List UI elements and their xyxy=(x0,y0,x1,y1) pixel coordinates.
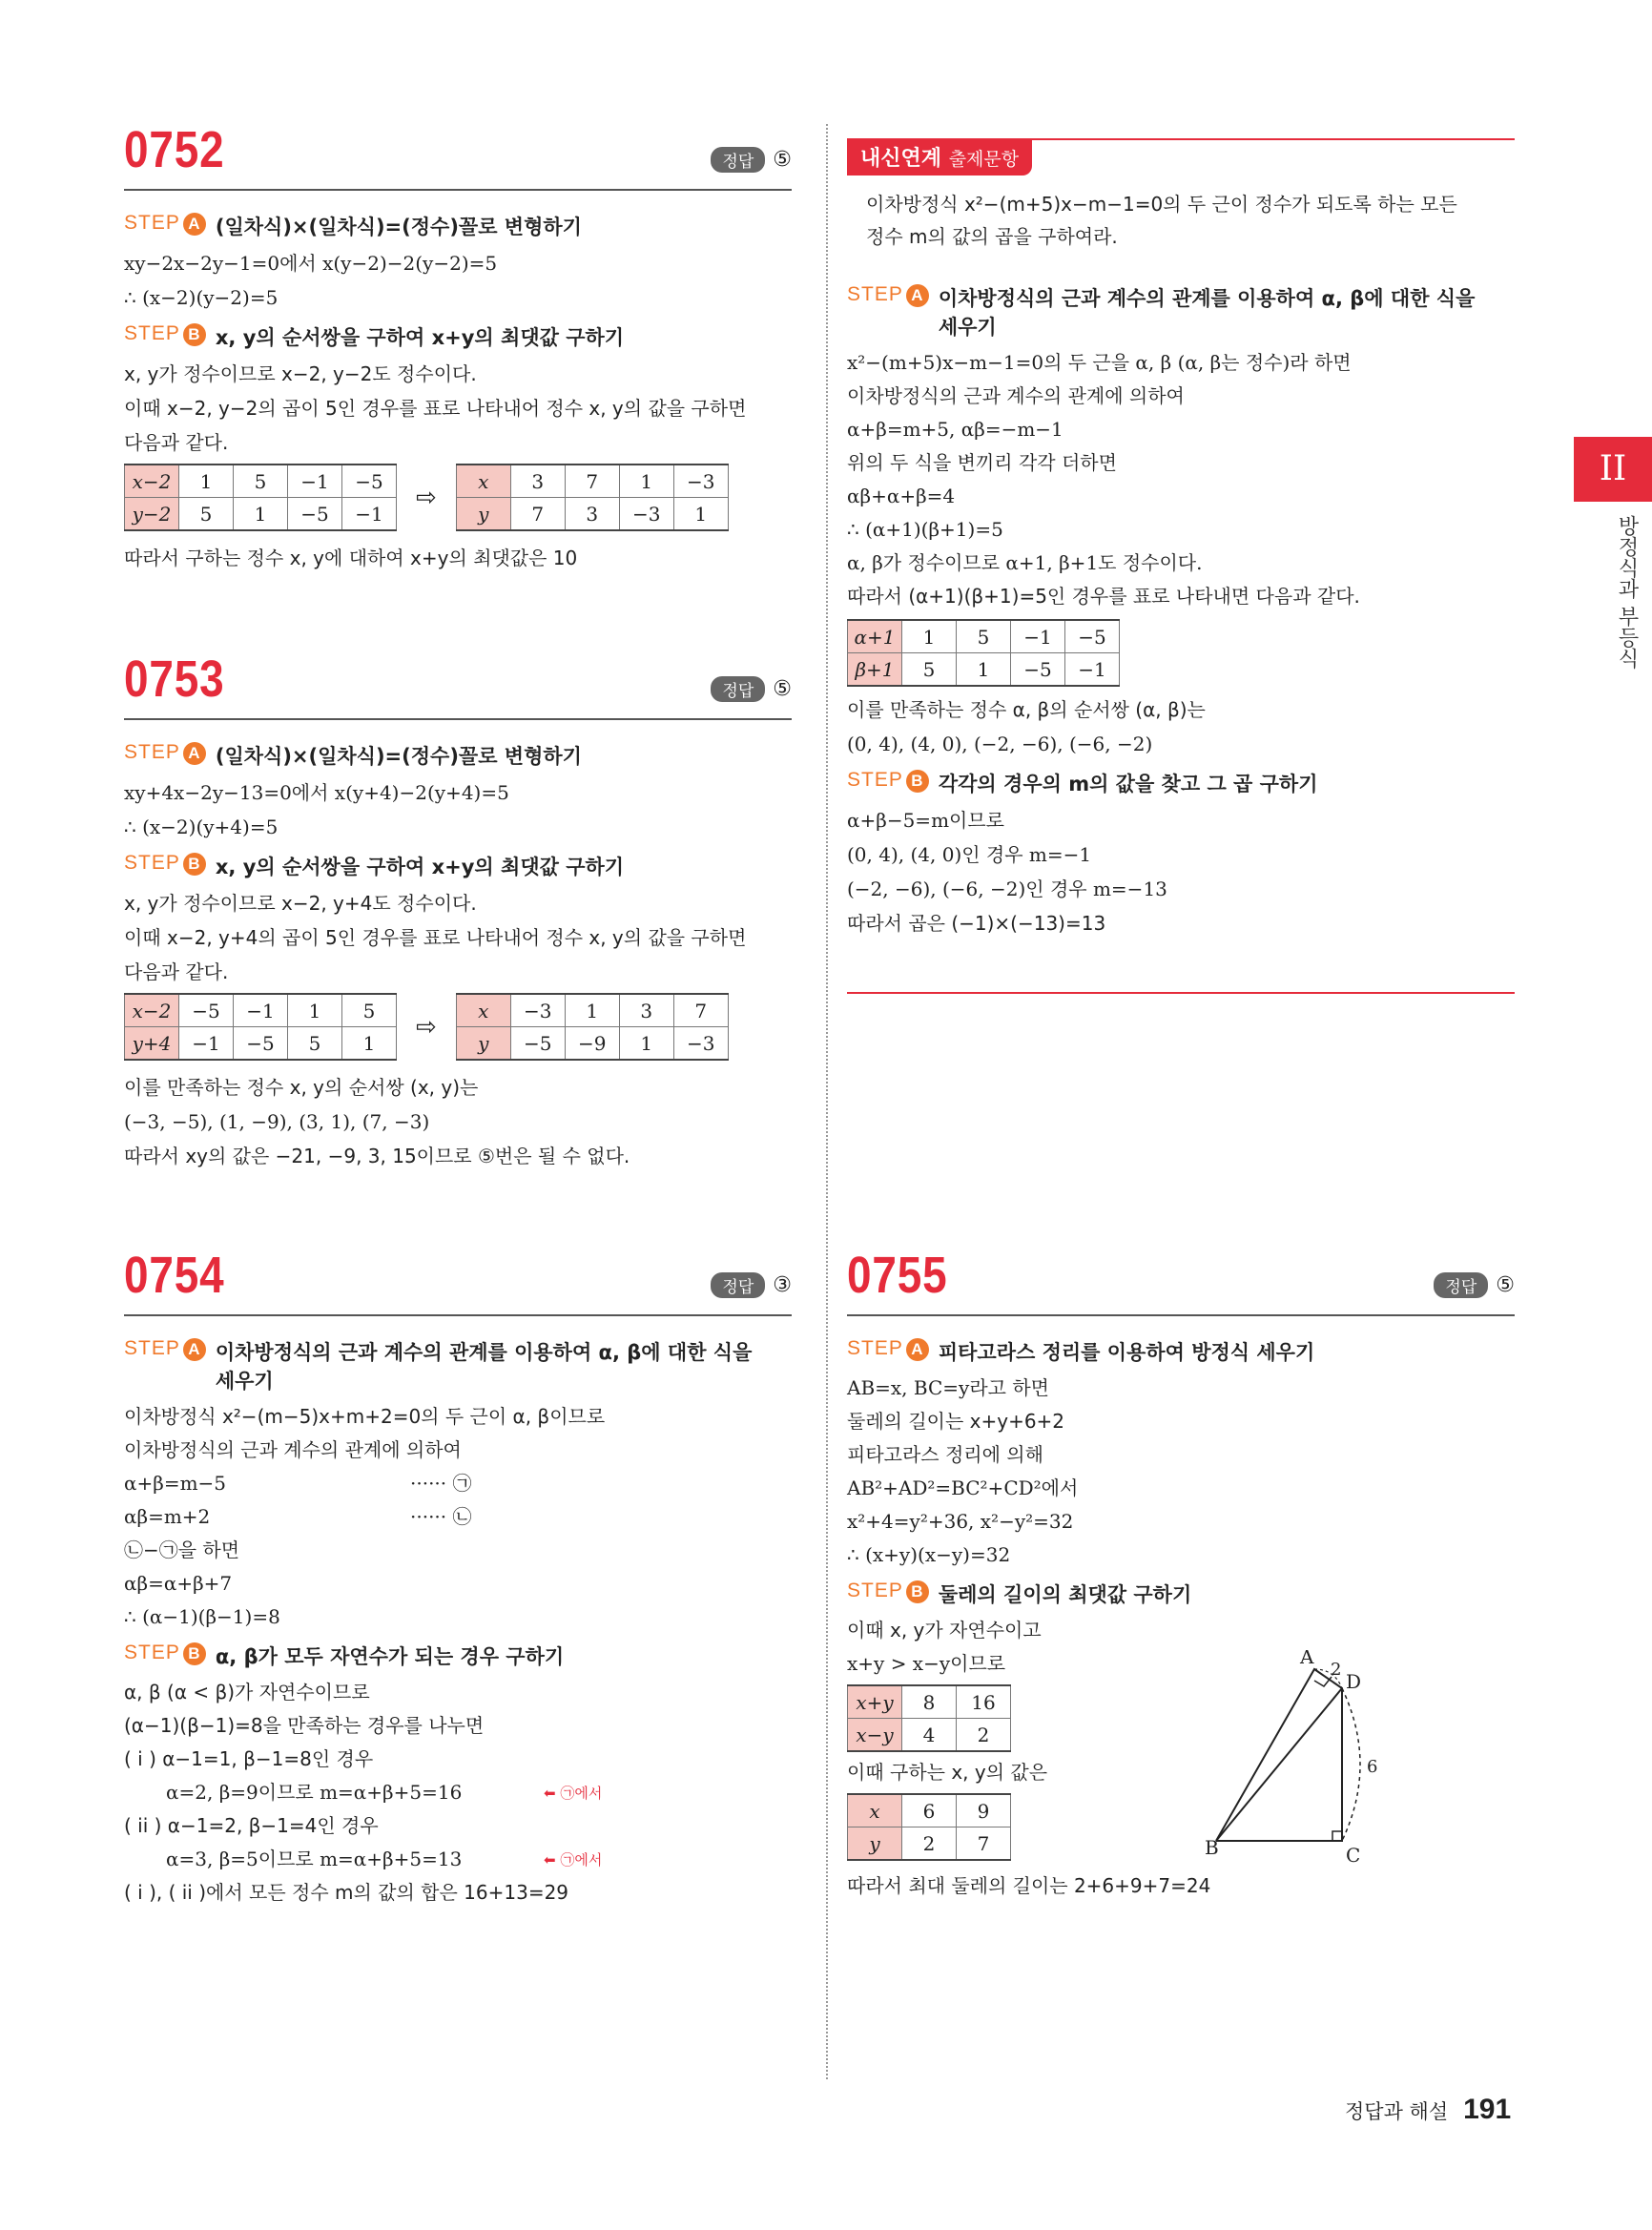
solution-line: 다음과 같다. xyxy=(124,431,229,454)
solution-line: xy−2x−2y−1=0에서 x(y−2)−2(y−2)=5 xyxy=(124,252,498,275)
arrow-icon: ⇨ xyxy=(416,483,437,512)
solution-line: αβ+α+β=4 xyxy=(847,485,956,507)
solution-line: 이때 x−2, y−2의 곱이 5인 경우를 표로 나타내어 정수 x, y의 값을 구하면 xyxy=(124,397,747,420)
solution-line: 피타고라스 정리에 의해 xyxy=(847,1443,1043,1466)
arc-cd xyxy=(1342,1688,1360,1841)
value-table: x 6 9 y 2 7 xyxy=(847,1793,1011,1861)
quadrilateral-figure xyxy=(1205,1650,1453,1879)
step-title: α, β가 모두 자연수가 되는 경우 구하기 xyxy=(215,1645,565,1668)
solution-line: α+β−5=m이므로 xyxy=(847,809,1004,832)
label-d: D xyxy=(1346,1670,1362,1693)
value-table: x 3 7 1 −3 y 7 3 −3 1 xyxy=(456,464,729,531)
conclusion: 따라서 최대 둘레의 길이는 2+6+9+7=24 xyxy=(847,1874,1211,1897)
step-tag: STEP A xyxy=(847,1337,929,1361)
step-tag: STEP A xyxy=(124,212,206,236)
step-tag: STEP B xyxy=(124,322,206,346)
answer-box xyxy=(711,676,792,702)
solution-line: AB²+AD²=BC²+CD²에서 xyxy=(847,1476,1079,1499)
equation-ref: ······ ㉡ xyxy=(410,1505,472,1528)
solution-line: 이차방정식 x²−(m−5)x+m+2=0의 두 근이 α, β이므로 xyxy=(124,1405,606,1428)
column-divider xyxy=(826,124,828,2079)
solution-line: ( i ) α−1=1, β−1=8인 경우 xyxy=(124,1747,374,1770)
solution-line: (α−1)(β−1)=8을 만족하는 경우를 나누면 xyxy=(124,1714,485,1737)
solution-line: αβ=α+β+7 xyxy=(124,1572,233,1595)
step-b xyxy=(847,1580,1515,1608)
step-title: 이차방정식의 근과 계수의 관계를 이용하여 α, β에 대한 식을 세우기 xyxy=(215,1341,753,1393)
conclusion: 따라서 xy의 값은 −21, −9, 3, 15이므로 ⑤번은 될 수 없다. xyxy=(124,1145,630,1167)
answer-badge: 정답 xyxy=(1434,1272,1488,1298)
solution-line: α, β (α < β)가 자연수이므로 xyxy=(124,1681,370,1703)
equation-ref: ······ ㉠ xyxy=(410,1472,472,1495)
conclusion: 따라서 곱은 (−1)×(−13)=13 xyxy=(847,912,1106,935)
step-tag: STEP B xyxy=(124,1642,206,1665)
step-tag: STEP A xyxy=(124,741,206,765)
solution-line: 이를 만족하는 정수 α, β의 순서쌍 (α, β)는 xyxy=(847,698,1206,721)
solution-line: x²+4=y²+36, x²−y²=32 xyxy=(847,1510,1074,1533)
step-tag: STEP A xyxy=(124,1337,206,1361)
header-rule xyxy=(847,1314,1515,1316)
step-title: 이차방정식의 근과 계수의 관계를 이용하여 α, β에 대한 식을 세우기 xyxy=(938,287,1476,339)
solution-line: α+β=m−5 xyxy=(124,1472,227,1495)
value-table: x+y 8 16 x−y 4 2 xyxy=(847,1684,1011,1752)
step-b xyxy=(847,769,1515,797)
solution-line: ( ii ) α−1=2, β−1=4인 경우 xyxy=(124,1814,379,1837)
problem-number: 0752 xyxy=(124,121,225,178)
answer-badge: 정답 xyxy=(711,676,765,702)
footer-label: 정답과 해설 xyxy=(1345,2100,1449,2123)
step-tag: STEP B xyxy=(124,852,206,876)
diagonal-bd xyxy=(1216,1688,1342,1841)
answer-value: ⑤ xyxy=(773,677,792,701)
solution-line: ㉡−㉠을 하면 xyxy=(124,1538,240,1561)
arrow-icon: ⇨ xyxy=(416,1012,437,1042)
note: ⬅ ㉠에서 xyxy=(544,1851,603,1869)
solution-line: 이때 x, y가 자연수이고 xyxy=(847,1619,1042,1642)
problem-number: 0755 xyxy=(847,1247,948,1304)
solution-line: 이차방정식의 근과 계수의 관계에 의하여 xyxy=(124,1438,462,1461)
answer-badge: 정답 xyxy=(711,1272,765,1298)
step-b xyxy=(124,1642,792,1670)
length-cd: 6 xyxy=(1367,1757,1378,1777)
value-table: x −3 1 3 7 y −5 −9 1 −3 xyxy=(456,993,729,1061)
solution-line: x, y가 정수이므로 x−2, y+4도 정수이다. xyxy=(124,892,477,915)
label-c: C xyxy=(1346,1844,1361,1867)
naesin-bottom-rule xyxy=(847,992,1515,994)
solution-line: ∴ (x−2)(y−2)=5 xyxy=(124,286,279,309)
step-b xyxy=(124,322,792,351)
step-title: 둘레의 길이의 최댓값 구하기 xyxy=(938,1583,1192,1606)
naesin-label: 내신연계 출제문항 xyxy=(847,138,1032,176)
step-a xyxy=(124,741,792,770)
header-rule xyxy=(124,718,792,720)
quad-outline xyxy=(1216,1669,1342,1841)
solution-line: αβ=m+2 xyxy=(124,1505,211,1528)
label-a: A xyxy=(1300,1650,1314,1668)
solution-line: xy+4x−2y−13=0에서 x(y+4)−2(y+4)=5 xyxy=(124,781,509,804)
footer xyxy=(1345,2094,1511,2126)
step-a xyxy=(847,283,1515,341)
solution-line: α=3, β=5이므로 m=α+β+5=13 xyxy=(166,1848,463,1870)
answer-box xyxy=(711,1272,792,1298)
page-number: 191 xyxy=(1463,2094,1512,2125)
problem-number: 0754 xyxy=(124,1247,225,1304)
solution-line: (−3, −5), (1, −9), (3, 1), (7, −3) xyxy=(124,1110,430,1133)
solution-line: ∴ (x−2)(y+4)=5 xyxy=(124,816,279,838)
solution-line: 위의 두 식을 변끼리 각각 더하면 xyxy=(847,451,1117,474)
solution-line: α=2, β=9이므로 m=α+β+5=16 xyxy=(166,1781,463,1804)
chapter-tab: II xyxy=(1574,437,1652,502)
solution-line: 이때 x−2, y+4의 곱이 5인 경우를 표로 나타내어 정수 x, y의 값을 구하면 xyxy=(124,926,747,949)
solution-line: (−2, −6), (−6, −2)인 경우 m=−13 xyxy=(847,878,1167,900)
length-ad: 2 xyxy=(1331,1660,1342,1680)
label-b: B xyxy=(1205,1836,1219,1859)
solution-line: 둘레의 길이는 x+y+6+2 xyxy=(847,1410,1065,1433)
answer-box xyxy=(1434,1272,1515,1298)
solution-line: ∴ (α−1)(β−1)=8 xyxy=(124,1605,280,1628)
solution-line: 다음과 같다. xyxy=(124,960,229,983)
question-line: 정수 m의 값의 곱을 구하여라. xyxy=(866,225,1118,248)
step-title: (일차식)×(일차식)=(정수)꼴로 변형하기 xyxy=(215,216,582,238)
step-a xyxy=(124,212,792,240)
answer-badge: 정답 xyxy=(711,147,765,173)
solution-line: x²−(m+5)x−m−1=0의 두 근을 α, β (α, β는 정수)라 하면 xyxy=(847,351,1352,374)
solution-line: x+y > x−y이므로 xyxy=(847,1652,1006,1675)
answer-value: ⑤ xyxy=(773,148,792,172)
step-title: x, y의 순서쌍을 구하여 x+y의 최댓값 구하기 xyxy=(215,856,625,878)
solution-line: 따라서 (α+1)(β+1)=5인 경우를 표로 나타내면 다음과 같다. xyxy=(847,585,1360,608)
solution-line: (0, 4), (4, 0), (−2, −6), (−6, −2) xyxy=(847,733,1153,755)
step-tag: STEP B xyxy=(847,1580,929,1603)
solution-line: AB=x, BC=y라고 하면 xyxy=(847,1376,1049,1399)
solution-line: ∴ (α+1)(β+1)=5 xyxy=(847,518,1003,541)
step-a xyxy=(847,1337,1515,1366)
step-title: x, y의 순서쌍을 구하여 x+y의 최댓값 구하기 xyxy=(215,326,625,349)
answer-value: ⑤ xyxy=(1496,1273,1515,1297)
answer-value: ③ xyxy=(773,1273,792,1297)
solution-line: 이차방정식의 근과 계수의 관계에 의하여 xyxy=(847,384,1185,407)
step-tag: STEP A xyxy=(847,283,929,307)
step-title: (일차식)×(일차식)=(정수)꼴로 변형하기 xyxy=(215,745,582,768)
step-a xyxy=(124,1337,792,1394)
solution-line: ∴ (x+y)(x−y)=32 xyxy=(847,1543,1011,1566)
value-table: x−2 −5 −1 1 5 y+4 −1 −5 5 1 xyxy=(124,993,397,1061)
answer-box xyxy=(711,147,792,173)
solution-line: (0, 4), (4, 0)인 경우 m=−1 xyxy=(847,843,1092,866)
conclusion: ( i ), ( ii )에서 모든 정수 m의 값의 합은 16+13=29 xyxy=(124,1881,569,1904)
step-title: 각각의 경우의 m의 값을 찾고 그 곱 구하기 xyxy=(938,773,1318,795)
solution-line: x, y가 정수이므로 x−2, y−2도 정수이다. xyxy=(124,362,477,385)
chapter-label: 방정식과 부등식 xyxy=(1615,515,1639,669)
solution-line: α, β가 정수이므로 α+1, β+1도 정수이다. xyxy=(847,551,1203,574)
question-line: 이차방정식 x²−(m+5)x−m−1=0의 두 근이 정수가 되도록 하는 모든 xyxy=(866,193,1457,216)
step-tag: STEP B xyxy=(847,769,929,793)
conclusion: 따라서 구하는 정수 x, y에 대하여 x+y의 최댓값은 10 xyxy=(124,547,578,569)
value-table: x−2 1 5 −1 −5 y−2 5 1 −5 −1 xyxy=(124,464,397,531)
value-table: α+1 1 5 −1 −5 β+1 5 1 −5 −1 xyxy=(847,619,1120,687)
header-rule xyxy=(124,189,792,191)
note: ⬅ ㉠에서 xyxy=(544,1785,603,1802)
solution-line: α+β=m+5, αβ=−m−1 xyxy=(847,418,1063,441)
solution-line: 이때 구하는 x, y의 값은 xyxy=(847,1761,1048,1784)
solution-line: 이를 만족하는 정수 x, y의 순서쌍 (x, y)는 xyxy=(124,1076,479,1099)
step-b xyxy=(124,852,792,880)
step-title: 피타고라스 정리를 이용하여 방정식 세우기 xyxy=(938,1341,1315,1364)
header-rule xyxy=(124,1314,792,1316)
problem-number: 0753 xyxy=(124,650,225,708)
